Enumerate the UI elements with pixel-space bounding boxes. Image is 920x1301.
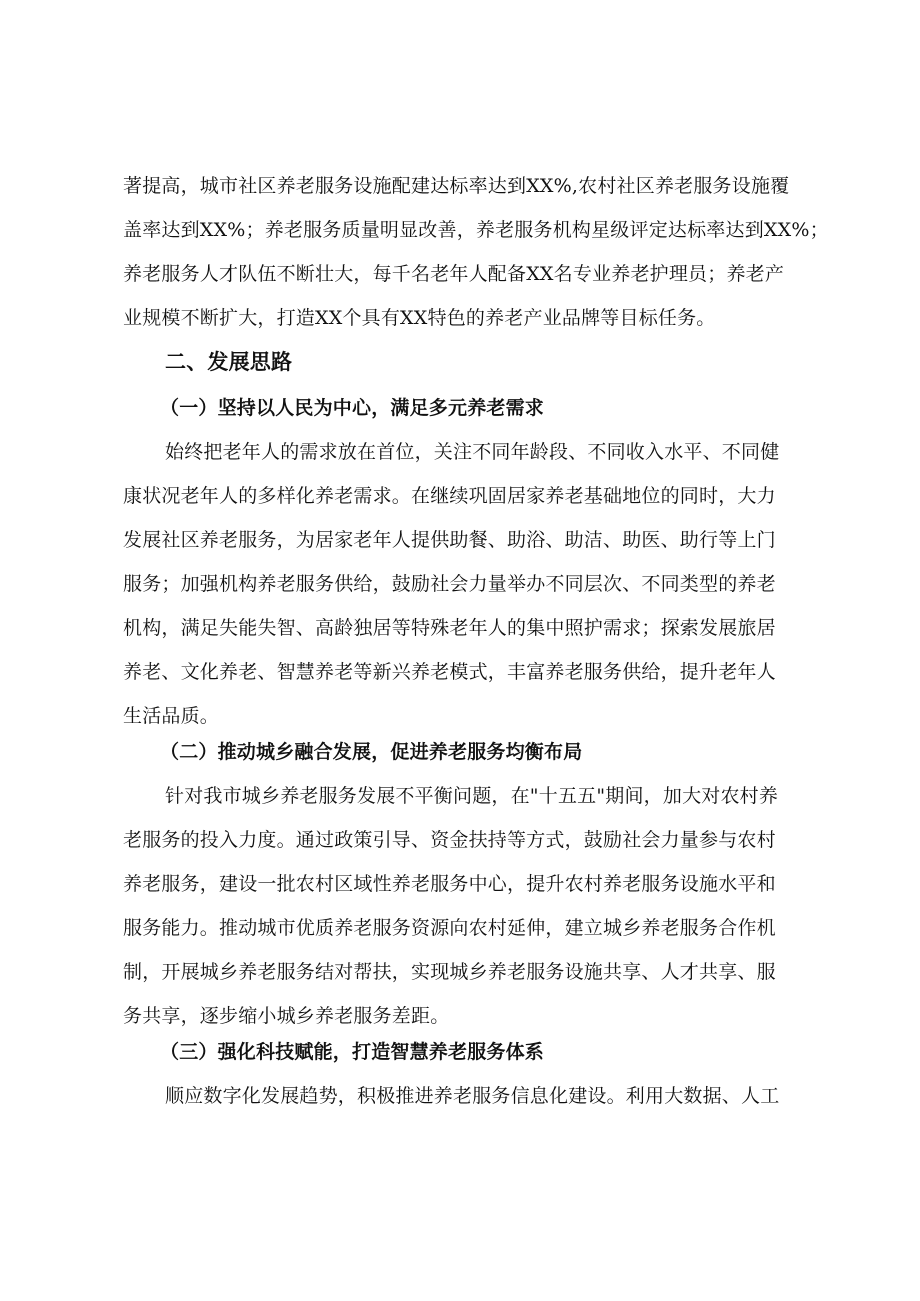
subsection-heading: （二）推动城乡融合发展，促进养老服务均衡布局 <box>160 741 583 763</box>
paragraph-line: 服务能力。推动城市优质养老服务资源向农村延伸，建立城乡养老服务合作机 <box>123 917 776 939</box>
paragraph-line: 制，开展城乡养老服务结对帮扶，实现城乡养老服务设施共享、人才共享、服 <box>123 961 776 983</box>
paragraph-line: 始终把老年人的需求放在首位，关注不同年龄段、不同收入水平、不同健 <box>165 441 780 463</box>
paragraph-line: 发展社区养老服务，为居家老年人提供助餐、助浴、助洁、助医、助行等上门 <box>123 529 776 551</box>
paragraph-line: 老服务的投入力度。通过政策引导、资金扶持等方式，鼓励社会力量参与农村 <box>123 829 776 851</box>
intro-line: 盖率达到XX%；养老服务质量明显改善，养老服务机构星级评定达标率达到XX%； <box>123 219 829 241</box>
subsection-heading: （一）坚持以人民为中心，满足多元养老需求 <box>160 397 545 419</box>
intro-line: 养老服务人才队伍不断壮大，每千名老年人配备XX名专业养老护理员；养老产 <box>123 263 785 285</box>
paragraph-line: 康状况老年人的多样化养老需求。在继续巩固居家养老基础地位的同时，大力 <box>123 485 776 507</box>
paragraph-line: 顺应数字化发展趋势，积极推进养老服务信息化建设。利用大数据、人工 <box>165 1085 780 1107</box>
paragraph-line: 针对我市城乡养老服务发展不平衡问题，在"十五五"期间，加大对农村养 <box>165 785 779 807</box>
subsection-heading: （三）强化科技赋能，打造智慧养老服务体系 <box>160 1041 545 1063</box>
paragraph-line: 养老、文化养老、智慧养老等新兴养老模式，丰富养老服务供给，提升老年人 <box>123 661 776 683</box>
paragraph-line: 务共享，逐步缩小城乡养老服务差距。 <box>123 1005 450 1027</box>
paragraph-line: 养老服务，建设一批农村区域性养老服务中心，提升农村养老服务设施水平和 <box>123 873 776 895</box>
intro-line: 业规模不断扩大，打造XX个具有XX特色的养老产业品牌等目标任务。 <box>123 307 716 329</box>
section-heading: 二、发展思路 <box>165 350 293 374</box>
intro-line: 著提高，城市社区养老服务设施配建达标率达到XX%,农村社区养老服务设施覆 <box>123 175 790 197</box>
paragraph-line: 机构，满足失能失智、高龄独居等特殊老年人的集中照护需求；探索发展旅居 <box>123 617 776 639</box>
paragraph-line: 服务；加强机构养老服务供给，鼓励社会力量举办不同层次、不同类型的养老 <box>123 573 776 595</box>
paragraph-line: 生活品质。 <box>123 705 220 727</box>
